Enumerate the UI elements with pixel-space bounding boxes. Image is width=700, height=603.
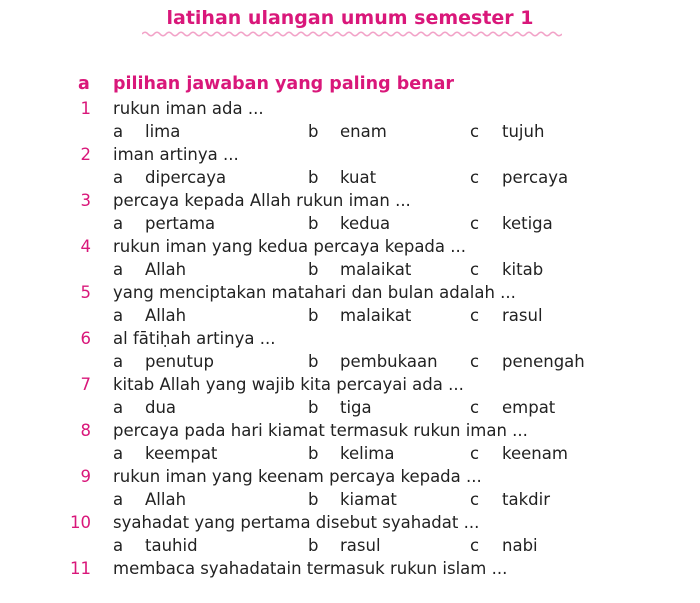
- option-a[interactable]: [113, 489, 186, 511]
- option-a[interactable]: [113, 397, 176, 419]
- option-text: empat: [502, 398, 556, 417]
- option-a[interactable]: [113, 535, 198, 557]
- option-c[interactable]: [470, 535, 538, 557]
- question-number: 2: [80, 145, 91, 164]
- option-c[interactable]: [470, 489, 550, 511]
- option-letter: a: [113, 490, 124, 509]
- option-c[interactable]: [470, 213, 553, 235]
- option-letter: c: [470, 168, 480, 187]
- option-letter: b: [308, 122, 319, 141]
- option-text: dua: [145, 398, 177, 417]
- option-letter: b: [308, 444, 319, 463]
- page-title: latihan ulangan umum semester 1: [166, 7, 534, 29]
- option-a[interactable]: [113, 121, 180, 143]
- option-a[interactable]: [113, 213, 215, 235]
- question-number: 9: [80, 467, 91, 486]
- option-text: tiga: [340, 398, 372, 417]
- option-letter: c: [470, 536, 480, 555]
- question-item: [0, 281, 700, 327]
- option-text: keenam: [502, 444, 568, 463]
- option-a[interactable]: [113, 351, 214, 373]
- option-letter: a: [113, 398, 124, 417]
- question-text: percaya kepada Allah rukun iman ...: [113, 191, 411, 210]
- option-letter: b: [308, 214, 319, 233]
- option-letter: c: [470, 260, 480, 279]
- option-text: takdir: [502, 490, 550, 509]
- option-letter: a: [113, 214, 124, 233]
- question-text: kitab Allah yang wajib kita percayai ada ...: [113, 375, 464, 394]
- question-text: rukun iman ada ...: [113, 99, 264, 118]
- option-letter: c: [470, 444, 480, 463]
- question-item: [0, 143, 700, 189]
- option-letter: c: [470, 398, 480, 417]
- option-text: Allah: [145, 306, 187, 325]
- option-letter: a: [113, 352, 124, 371]
- option-letter: a: [113, 306, 124, 325]
- option-letter: c: [470, 306, 480, 325]
- option-letter: a: [113, 122, 124, 141]
- option-letter: b: [308, 398, 319, 417]
- option-letter: a: [113, 168, 124, 187]
- question-item: [0, 235, 700, 281]
- option-b[interactable]: [308, 167, 376, 189]
- option-c[interactable]: [470, 351, 585, 373]
- option-c[interactable]: [470, 397, 555, 419]
- question-item: [0, 419, 700, 465]
- option-text: malaikat: [340, 260, 412, 279]
- option-c[interactable]: [470, 305, 543, 327]
- option-text: rasul: [340, 536, 381, 555]
- question-text: syahadat yang pertama disebut syahadat ...: [113, 513, 480, 532]
- question-text: rukun iman yang kedua percaya kepada ...: [113, 237, 466, 256]
- question-text: yang menciptakan matahari dan bulan adalah ...: [113, 283, 516, 302]
- option-text: enam: [340, 122, 387, 141]
- option-text: malaikat: [340, 306, 412, 325]
- option-letter: b: [308, 168, 319, 187]
- option-letter: b: [308, 260, 319, 279]
- question-item: [0, 373, 700, 419]
- question-item: [0, 189, 700, 235]
- question-item: [0, 465, 700, 511]
- option-text: nabi: [502, 536, 538, 555]
- option-letter: c: [470, 214, 480, 233]
- option-text: pembukaan: [340, 352, 438, 371]
- option-c[interactable]: [470, 167, 568, 189]
- option-b[interactable]: [308, 397, 372, 419]
- question-item: [0, 327, 700, 373]
- question-item: [0, 511, 700, 557]
- option-text: kelima: [340, 444, 395, 463]
- option-text: kitab: [502, 260, 544, 279]
- question-number: 10: [70, 513, 91, 532]
- option-text: lima: [145, 122, 181, 141]
- question-number: 11: [70, 559, 91, 578]
- option-text: rasul: [502, 306, 543, 325]
- option-a[interactable]: [113, 305, 186, 327]
- option-text: keempat: [145, 444, 218, 463]
- option-letter: a: [113, 444, 124, 463]
- option-text: Allah: [145, 490, 187, 509]
- option-text: dipercaya: [145, 168, 227, 187]
- option-text: Allah: [145, 260, 187, 279]
- option-letter: c: [470, 352, 480, 371]
- option-text: percaya: [502, 168, 569, 187]
- question-number: 3: [80, 191, 91, 210]
- question-number: 1: [80, 99, 91, 118]
- option-letter: a: [113, 536, 124, 555]
- option-letter: c: [470, 490, 480, 509]
- option-text: kiamat: [340, 490, 397, 509]
- option-text: kedua: [340, 214, 391, 233]
- option-b[interactable]: [308, 213, 390, 235]
- question-text: percaya pada hari kiamat termasuk rukun iman ...: [113, 421, 528, 440]
- question-list: [0, 97, 700, 603]
- option-text: penutup: [145, 352, 214, 371]
- option-b[interactable]: [308, 121, 387, 143]
- question-number: 4: [80, 237, 91, 256]
- option-letter: b: [308, 490, 319, 509]
- option-c[interactable]: [470, 259, 543, 281]
- question-text: iman artinya ...: [113, 145, 239, 164]
- option-letter: a: [113, 260, 124, 279]
- option-a[interactable]: [113, 443, 217, 465]
- title-wavy-underline: [142, 30, 562, 38]
- section-heading-text: pilihan jawaban yang paling benar: [113, 74, 455, 94]
- option-letter: b: [308, 352, 319, 371]
- question-number: 5: [80, 283, 91, 302]
- option-text: ketiga: [502, 214, 553, 233]
- option-c[interactable]: [470, 121, 544, 143]
- question-number: 6: [80, 329, 91, 348]
- option-letter: c: [470, 122, 480, 141]
- option-letter: b: [308, 306, 319, 325]
- option-b[interactable]: [308, 259, 411, 281]
- option-text: penengah: [502, 352, 585, 371]
- option-text: pertama: [145, 214, 216, 233]
- question-number: 8: [80, 421, 91, 440]
- option-b[interactable]: [308, 351, 438, 373]
- option-c[interactable]: [470, 443, 568, 465]
- option-text: kuat: [340, 168, 377, 187]
- section-letter: a: [78, 74, 90, 94]
- option-letter: b: [308, 536, 319, 555]
- option-text: tauhid: [145, 536, 198, 555]
- question-text: al fātiḥah artinya ...: [113, 329, 276, 348]
- option-b[interactable]: [308, 489, 397, 511]
- option-b[interactable]: [308, 535, 381, 557]
- question-text: rukun iman yang keenam percaya kepada ...: [113, 467, 482, 486]
- question-text: membaca syahadatain termasuk rukun islam ...: [113, 559, 508, 578]
- section-heading: [78, 71, 454, 97]
- option-text: tujuh: [502, 122, 545, 141]
- option-a[interactable]: [113, 167, 226, 189]
- question-item: [0, 557, 700, 603]
- question-number: 7: [80, 375, 91, 394]
- option-a[interactable]: [113, 259, 186, 281]
- option-b[interactable]: [308, 305, 411, 327]
- question-item: [0, 97, 700, 143]
- option-b[interactable]: [308, 443, 394, 465]
